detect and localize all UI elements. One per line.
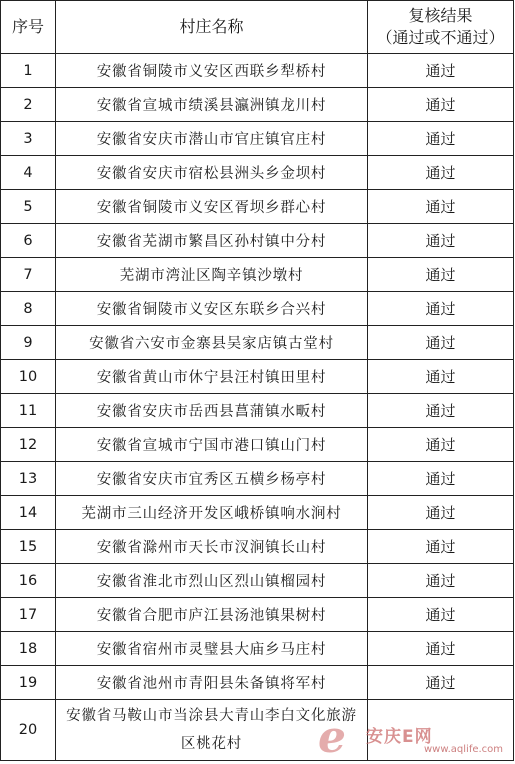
- row-index: 11: [1, 394, 56, 428]
- row-index: 14: [1, 496, 56, 530]
- row-index: 12: [1, 428, 56, 462]
- header-result-note: （通过或不通过）: [376, 28, 505, 47]
- row-index: 17: [1, 598, 56, 632]
- table-row: [1, 666, 514, 700]
- row-result: 通过: [368, 496, 514, 530]
- table-body: [1, 54, 514, 761]
- row-result: 通过: [368, 632, 514, 666]
- table-row: [1, 156, 514, 190]
- table-row: [1, 632, 514, 666]
- table-row: [1, 598, 514, 632]
- row-index: 6: [1, 224, 56, 258]
- watermark-site-name: 安庆E网: [366, 727, 433, 747]
- row-index: 9: [1, 326, 56, 360]
- row-village-name: 安徽省铜陵市义安区东联乡合兴村: [56, 292, 368, 326]
- row-village-name: 安徽省安庆市宜秀区五横乡杨亭村: [56, 462, 368, 496]
- row-village-name: 安徽省安庆市潜山市官庄镇官庄村: [56, 122, 368, 156]
- table-row: [1, 360, 514, 394]
- table-row: [1, 326, 514, 360]
- header-village: 村庄名称: [56, 1, 368, 54]
- row-result: 通过: [368, 190, 514, 224]
- row-result: 通过: [368, 598, 514, 632]
- row-result: 通过: [368, 54, 514, 88]
- row-village-name: 安徽省六安市金寨县吴家店镇古堂村: [56, 326, 368, 360]
- row-result: 通过: [368, 530, 514, 564]
- row-village-name: 安徽省安庆市岳西县菖蒲镇水畈村: [56, 394, 368, 428]
- row-village-name: 安徽省铜陵市义安区西联乡犁桥村: [56, 54, 368, 88]
- row-result: 通过: [368, 360, 514, 394]
- header-result: [368, 1, 514, 54]
- row-village-name: 安徽省宿州市灵璧县大庙乡马庄村: [56, 632, 368, 666]
- table-row: [1, 462, 514, 496]
- table-row: [1, 394, 514, 428]
- row-index: 3: [1, 122, 56, 156]
- table-row: [1, 564, 514, 598]
- table-row: [1, 258, 514, 292]
- table-row: [1, 496, 514, 530]
- row-index: 10: [1, 360, 56, 394]
- row-village-name: 安徽省马鞍山市当涂县大青山李白文化旅游区桃花村: [56, 700, 368, 761]
- row-result: [368, 700, 514, 761]
- row-village-name: 安徽省合肥市庐江县汤池镇果树村: [56, 598, 368, 632]
- row-index: 18: [1, 632, 56, 666]
- row-index: 15: [1, 530, 56, 564]
- row-index: 16: [1, 564, 56, 598]
- table-row: [1, 700, 514, 761]
- row-village-name: 安徽省滁州市天长市汊涧镇长山村: [56, 530, 368, 564]
- row-index: 1: [1, 54, 56, 88]
- row-index: 8: [1, 292, 56, 326]
- row-result: 通过: [368, 462, 514, 496]
- row-village-name: 安徽省淮北市烈山区烈山镇榴园村: [56, 564, 368, 598]
- row-village-name: 安徽省安庆市宿松县洲头乡金坝村: [56, 156, 368, 190]
- row-result: 通过: [368, 428, 514, 462]
- row-index: 19: [1, 666, 56, 700]
- row-index: 5: [1, 190, 56, 224]
- row-village-name: 安徽省芜湖市繁昌区孙村镇中分村: [56, 224, 368, 258]
- table-row: [1, 122, 514, 156]
- table-header-row: [1, 1, 514, 54]
- header-index: 序号: [1, 1, 56, 54]
- watermark-url: www.aqlife.com: [424, 744, 504, 755]
- row-index: 20: [1, 700, 56, 761]
- row-village-name: 安徽省池州市青阳县朱备镇将军村: [56, 666, 368, 700]
- row-index: 4: [1, 156, 56, 190]
- row-result: 通过: [368, 292, 514, 326]
- row-village-name: 芜湖市湾沚区陶辛镇沙墩村: [56, 258, 368, 292]
- table-row: [1, 88, 514, 122]
- row-index: 13: [1, 462, 56, 496]
- row-result: 通过: [368, 564, 514, 598]
- row-result: 通过: [368, 224, 514, 258]
- table-row: [1, 54, 514, 88]
- row-result: 通过: [368, 326, 514, 360]
- row-result: 通过: [368, 88, 514, 122]
- table-row: [1, 190, 514, 224]
- row-village-name: 安徽省黄山市休宁县汪村镇田里村: [56, 360, 368, 394]
- row-result: 通过: [368, 122, 514, 156]
- row-index: 2: [1, 88, 56, 122]
- row-result: 通过: [368, 666, 514, 700]
- header-result-title: 复核结果: [408, 6, 473, 25]
- row-village-name: 安徽省宣城市宁国市港口镇山门村: [56, 428, 368, 462]
- row-village-name: 芜湖市三山经济开发区峨桥镇响水涧村: [56, 496, 368, 530]
- table-row: [1, 224, 514, 258]
- row-village-name: 安徽省铜陵市义安区胥坝乡群心村: [56, 190, 368, 224]
- table-row: [1, 530, 514, 564]
- table-row: [1, 428, 514, 462]
- row-result: 通过: [368, 258, 514, 292]
- row-index: 7: [1, 258, 56, 292]
- row-result: 通过: [368, 156, 514, 190]
- table-row: [1, 292, 514, 326]
- row-village-name: 安徽省宣城市绩溪县瀛洲镇龙川村: [56, 88, 368, 122]
- watermark-logo: e: [318, 712, 346, 763]
- row-result: 通过: [368, 394, 514, 428]
